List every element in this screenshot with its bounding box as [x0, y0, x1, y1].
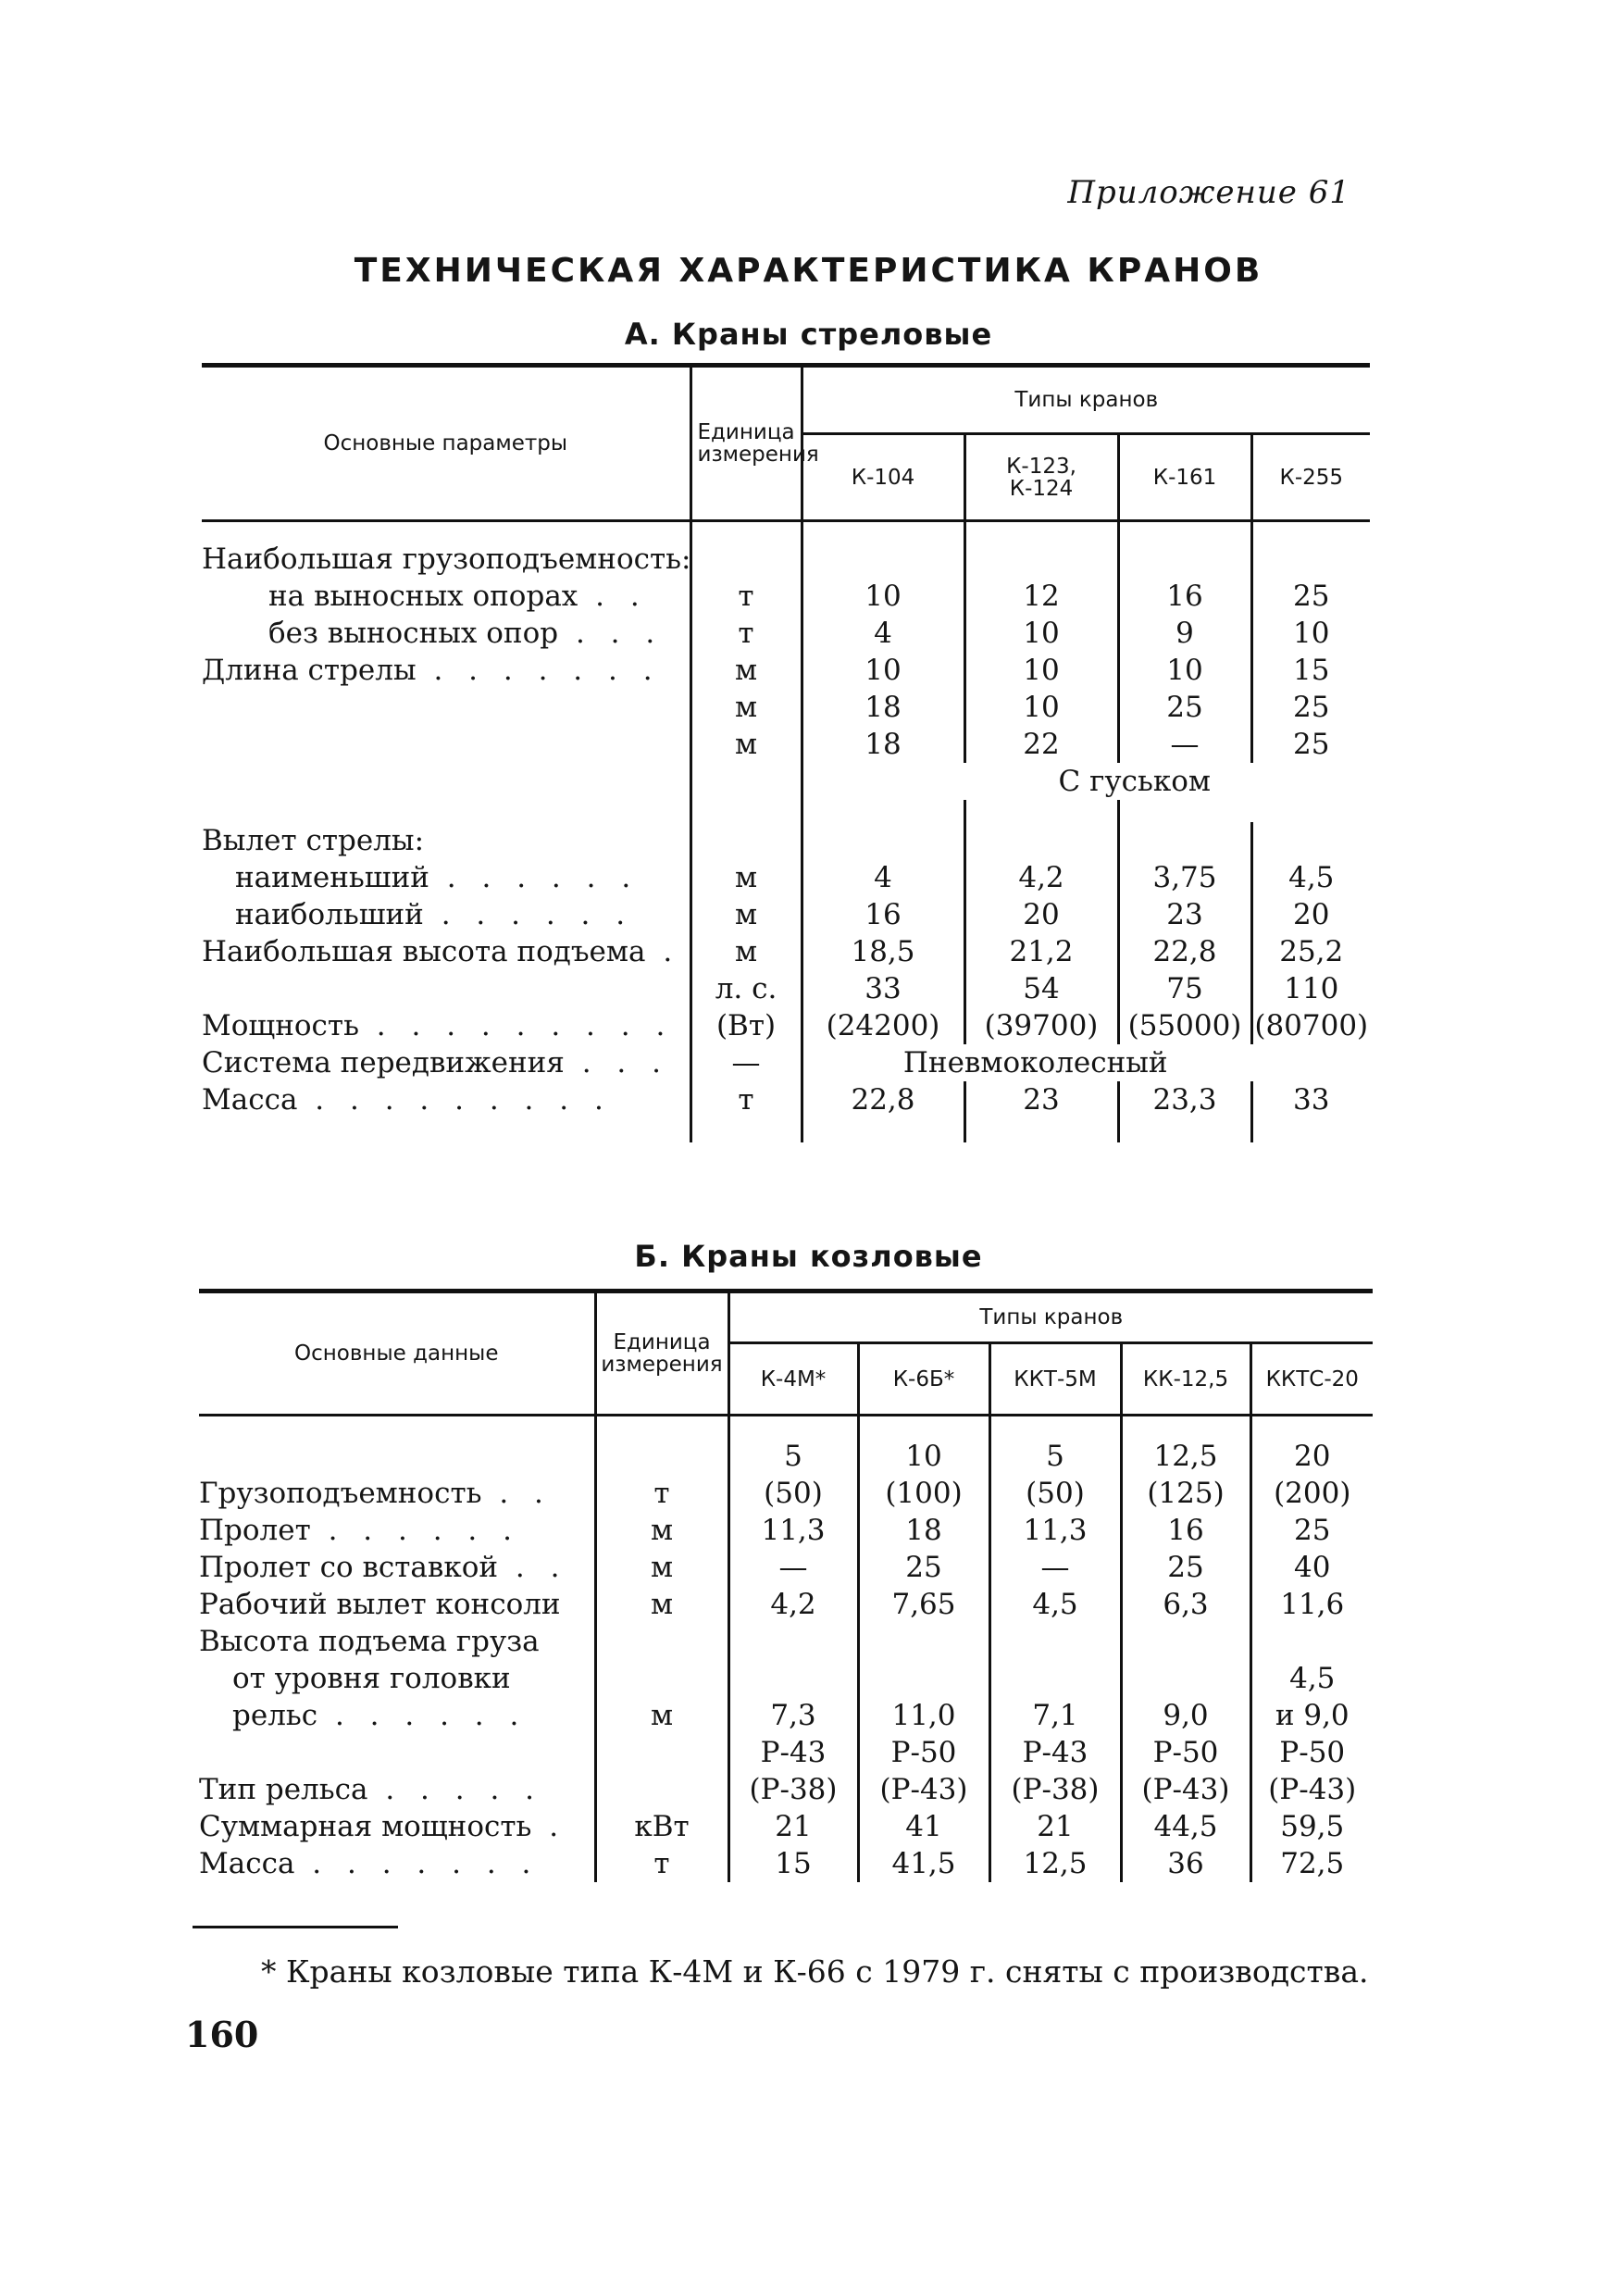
value-cell: 4,2 [964, 859, 1118, 896]
value-cell: 12,5 [989, 1845, 1121, 1882]
value-cell: 22 [964, 726, 1118, 763]
value-cell: 59,5 [1250, 1808, 1373, 1845]
value-cell: 4,5 [1250, 1660, 1373, 1697]
value-cell: 9,0 [1121, 1697, 1250, 1734]
value-cell: (200) [1250, 1475, 1373, 1512]
unit-cell: т [595, 1475, 728, 1512]
page-number: 160 [185, 2014, 259, 2055]
value-cell: 7,3 [770, 1698, 816, 1732]
unit-cell: (Вт) [690, 1007, 802, 1044]
row-label: Наибольшая высота подъема . [202, 935, 681, 968]
header-param: Основные параметры [202, 366, 690, 521]
row-label: наибольший . . . . . . [235, 898, 634, 931]
header-model: К-255 [1251, 434, 1370, 521]
row-label: рельс . . . . . . [232, 1698, 528, 1732]
unit-cell: м [690, 933, 802, 970]
header-unit: Единица измерения [595, 1292, 728, 1416]
row-label: Суммарная мощность . [199, 1809, 567, 1843]
value-cell: 25 [1251, 726, 1370, 763]
value-cell: (Р-43) [1250, 1771, 1373, 1808]
value-cell: 25 [858, 1549, 989, 1586]
value-cell: 4,2 [770, 1587, 816, 1621]
row-label: Масса . . . . . . . [199, 1846, 540, 1880]
header-model: К-6Б* [858, 1343, 989, 1416]
value-cell: 3,75 [1118, 859, 1251, 896]
value-cell: 44,5 [1121, 1808, 1250, 1845]
header-model: К-123, К-124 [964, 434, 1118, 521]
jib-note: С гуськом [1058, 765, 1211, 798]
unit-cell: т [690, 578, 802, 615]
value-cell: 18,5 [851, 935, 915, 968]
value-cell: (Р-43) [1121, 1771, 1250, 1808]
header-param: Основные данные [199, 1292, 595, 1416]
value-cell: 23 [1118, 896, 1251, 933]
unit-cell: м [690, 652, 802, 689]
row-label: на выносных опорах . . [268, 580, 648, 613]
section-b-title: Б. Краны козловые [634, 1239, 983, 1274]
value-cell: (39700) [964, 1007, 1118, 1044]
unit-cell: м [595, 1549, 728, 1586]
value-cell: 4 [874, 617, 892, 650]
unit-cell: м [595, 1697, 728, 1734]
value-cell: 12 [964, 578, 1118, 615]
value-cell: 10 [964, 652, 1118, 689]
value-cell: (80700) [1251, 1007, 1370, 1044]
value-cell: 10 [864, 654, 902, 687]
value-cell: 7,1 [989, 1697, 1121, 1734]
value-cell: 25 [1251, 578, 1370, 615]
value-cell: (100) [858, 1475, 989, 1512]
value-cell: — [1118, 726, 1251, 763]
value-cell: 20 [1250, 1438, 1373, 1475]
value-cell: 22,8 [1118, 933, 1251, 970]
unit-cell: — [690, 1044, 802, 1081]
value-cell: Р-50 [858, 1734, 989, 1771]
value-cell: 10 [864, 580, 902, 613]
value-cell: 22,8 [851, 1083, 915, 1117]
value-cell: Р-50 [1121, 1734, 1250, 1771]
value-cell: Р-43 [760, 1735, 827, 1769]
unit-cell: м [690, 726, 802, 763]
row-label: Система передвижения . . . [202, 1046, 669, 1079]
value-cell: 11,3 [761, 1513, 826, 1547]
value-cell: 6,3 [1121, 1586, 1250, 1623]
value-cell: 5 [784, 1439, 802, 1473]
header-unit: Единица измерения [690, 366, 802, 521]
value-cell: 23 [964, 1081, 1118, 1118]
row-label: Масса . . . . . . . . . [202, 1083, 612, 1117]
row-label: Наибольшая грузоподъемность: [202, 543, 691, 576]
value-cell: (Р-43) [858, 1771, 989, 1808]
header-types: Типы кранов [728, 1292, 1373, 1343]
value-cell: 11,3 [989, 1512, 1121, 1549]
row-label: наименьший . . . . . . [235, 861, 640, 894]
unit-cell: м [690, 896, 802, 933]
value-cell: Р-50 [1250, 1734, 1373, 1771]
row-label: Высота подъема груза [199, 1624, 540, 1658]
section-a-title: А. Краны стреловые [624, 317, 993, 352]
value-cell: — [989, 1549, 1121, 1586]
value-cell: 40 [1250, 1549, 1373, 1586]
row-label: Длина стрелы . . . . . . . [202, 654, 661, 687]
value-cell: 41,5 [858, 1845, 989, 1882]
value-cell: (Р-38) [749, 1772, 838, 1806]
header-model: КК-12,5 [1121, 1343, 1250, 1416]
value-cell: 21 [775, 1809, 812, 1843]
value-cell: 7,65 [858, 1586, 989, 1623]
value-cell: 18 [858, 1512, 989, 1549]
value-cell: 110 [1251, 970, 1370, 1007]
value-cell: 20 [1251, 896, 1370, 933]
row-label: Пролет со вставкой . . [199, 1550, 568, 1584]
row-label: Мощность . . . . . . . . . [202, 1009, 674, 1042]
value-cell: 33 [864, 972, 902, 1005]
value-cell: (55000) [1118, 1007, 1251, 1044]
value-cell: (Р-38) [989, 1771, 1121, 1808]
value-cell: — [778, 1550, 808, 1584]
value-cell: 11,0 [858, 1697, 989, 1734]
header-model: К-104 [802, 434, 964, 521]
value-cell: 18 [864, 691, 902, 724]
value-cell: (125) [1121, 1475, 1250, 1512]
value-cell: 15 [775, 1846, 812, 1880]
value-cell: 12,5 [1121, 1438, 1250, 1475]
footnote: * Краны козловые типа К-4М и К-66 с 1979 г. сняты с производства. [261, 1953, 1369, 1990]
value-cell: и 9,0 [1250, 1697, 1373, 1734]
value-cell: 25 [1250, 1512, 1373, 1549]
value-cell: (50) [764, 1476, 823, 1510]
value-cell: 15 [1251, 652, 1370, 689]
value-cell: 75 [1118, 970, 1251, 1007]
value-cell: 11,6 [1250, 1586, 1373, 1623]
value-cell: 18 [864, 728, 902, 761]
value-cell: 21,2 [964, 933, 1118, 970]
unit-cell: т [690, 1081, 802, 1118]
table-jib-cranes [202, 363, 1370, 1142]
row-label: Вылет стрелы: [202, 824, 425, 857]
value-cell: Пневмоколесный [902, 1046, 1168, 1079]
row-label: без выносных опор . . . [268, 617, 664, 650]
value-cell: 23,3 [1118, 1081, 1251, 1118]
unit-cell: м [690, 859, 802, 896]
value-cell: 9 [1118, 615, 1251, 652]
value-cell: 72,5 [1250, 1845, 1373, 1882]
unit-cell: м [595, 1586, 728, 1623]
page-title: ТЕХНИЧЕСКАЯ ХАРАКТЕРИСТИКА КРАНОВ [354, 252, 1263, 290]
header-model: ККТС-20 [1250, 1343, 1373, 1416]
value-cell: (24200) [826, 1009, 940, 1042]
value-cell: 10 [858, 1438, 989, 1475]
header-types: Типы кранов [802, 366, 1370, 434]
value-cell: 20 [964, 896, 1118, 933]
value-cell: 4,5 [1251, 859, 1370, 896]
value-cell: 21 [989, 1808, 1121, 1845]
value-cell: (50) [989, 1475, 1121, 1512]
row-label: Тип рельса . . . . . [199, 1772, 543, 1806]
appendix-label: Приложение 61 [1067, 174, 1350, 211]
unit-cell: т [595, 1845, 728, 1882]
value-cell: 16 [1121, 1512, 1250, 1549]
unit-cell: л. с. [690, 970, 802, 1007]
value-cell: 10 [964, 689, 1118, 726]
value-cell: 4 [874, 861, 892, 894]
value-cell: 25,2 [1251, 933, 1370, 970]
value-cell: 36 [1121, 1845, 1250, 1882]
unit-cell: кВт [595, 1808, 728, 1845]
value-cell: 25 [1251, 689, 1370, 726]
value-cell: 54 [964, 970, 1118, 1007]
value-cell: Р-43 [989, 1734, 1121, 1771]
value-cell: 33 [1251, 1081, 1370, 1118]
value-cell: 4,5 [989, 1586, 1121, 1623]
row-label: Грузоподъемность . . [199, 1476, 552, 1510]
value-cell: 10 [1118, 652, 1251, 689]
value-cell: 41 [858, 1808, 989, 1845]
header-model: К-161 [1118, 434, 1251, 521]
header-model: ККТ-5М [989, 1343, 1121, 1416]
row-label: Пролет . . . . . . [199, 1513, 520, 1547]
header-model: К-4М* [728, 1343, 858, 1416]
unit-cell: м [690, 689, 802, 726]
unit-cell: м [595, 1512, 728, 1549]
row-label: от уровня головки [232, 1661, 511, 1695]
value-cell: 10 [964, 615, 1118, 652]
value-cell: 5 [989, 1438, 1121, 1475]
unit-cell: т [690, 615, 802, 652]
value-cell: 25 [1121, 1549, 1250, 1586]
value-cell: 16 [864, 898, 902, 931]
table-gantry-cranes [199, 1289, 1373, 1882]
value-cell: 16 [1118, 578, 1251, 615]
row-label: Рабочий вылет консоли [199, 1587, 561, 1621]
footnote-divider [193, 1926, 398, 1928]
value-cell: 25 [1118, 689, 1251, 726]
value-cell: 10 [1251, 615, 1370, 652]
